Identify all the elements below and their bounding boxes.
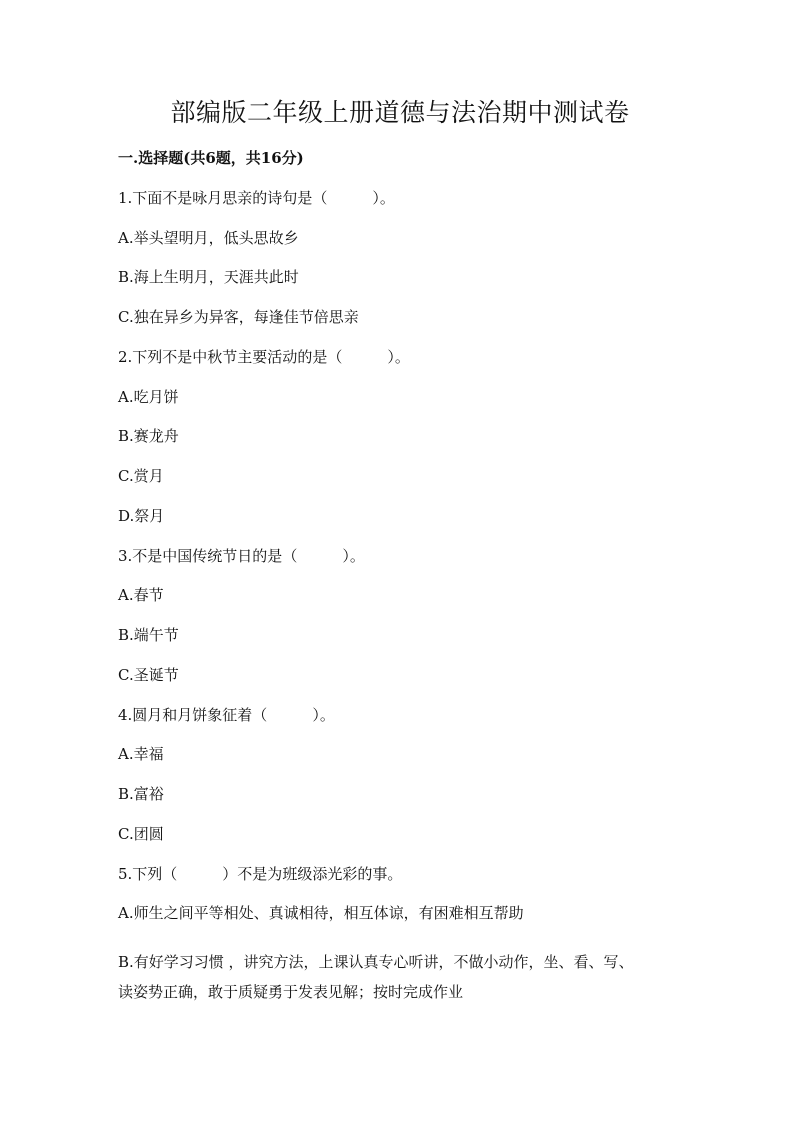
question-2-option-a: A.吃月饼 <box>118 388 179 406</box>
question-5-option-b-line-2: 读姿势正确，敢于质疑勇于发表见解；按时完成作业 <box>118 983 464 1001</box>
question-3-option-a: A.春节 <box>118 586 164 604</box>
question-2-stem: 2.下列不是中秋节主要活动的是（ ）。 <box>118 348 410 366</box>
question-2-option-b: B.赛龙舟 <box>118 427 179 445</box>
question-4-option-b: B.富裕 <box>118 785 164 803</box>
question-5-option-b <box>118 947 684 1007</box>
question-1-option-a: A.举头望明月，低头思故乡 <box>118 229 299 247</box>
question-4-option-c: C.团圆 <box>118 825 164 843</box>
page-title: 部编版二年级上册道德与法治期中测试卷 <box>170 98 630 127</box>
question-3-option-b: B.端午节 <box>118 626 179 644</box>
question-4-stem: 4.圆月和月饼象征着（ ）。 <box>118 706 335 724</box>
question-1-option-c: C.独在异乡为异客，每逢佳节倍思亲 <box>118 308 359 326</box>
question-3-stem: 3.不是中国传统节日的是（ ）。 <box>118 547 365 565</box>
section-heading: 一.选择题(共6题，共16分) <box>118 149 304 167</box>
question-5-option-a: A.师生之间平等相处、真诚相待，相互体谅，有困难相互帮助 <box>118 904 524 922</box>
question-2-option-c: C.赏月 <box>118 467 164 485</box>
question-1-stem: 1.下面不是咏月思亲的诗句是（ ）。 <box>118 189 395 207</box>
question-3-option-c: C.圣诞节 <box>118 666 179 684</box>
question-5-stem: 5.下列（ ）不是为班级添光彩的事。 <box>118 865 403 883</box>
question-4-option-a: A.幸福 <box>118 745 164 763</box>
question-2-option-d: D.祭月 <box>118 507 165 525</box>
question-1-option-b: B.海上生明月，天涯共此时 <box>118 268 299 286</box>
question-5-option-b-line-1: B.有好学习习惯 ，讲究方法，上课认真专心听讲，不做小动作，坐、看、写、 <box>118 953 634 971</box>
